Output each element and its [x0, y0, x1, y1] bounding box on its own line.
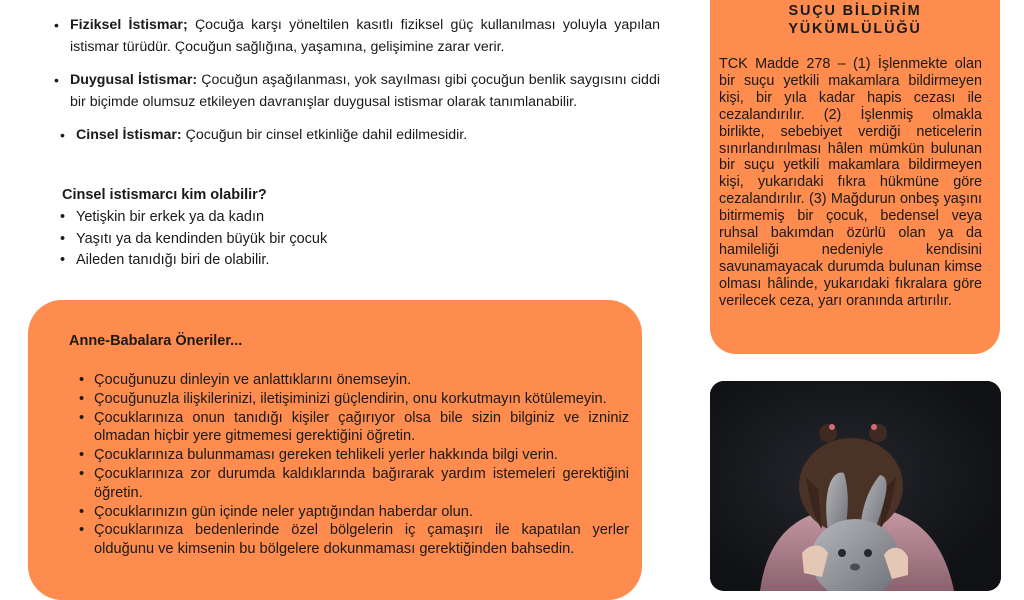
abuse-type-physical: [52, 14, 660, 58]
parent-advice-panel: [28, 300, 642, 600]
list-item: • Çocuklarınıza onun tanıdığı kişiler çağırıyor olsa bile sizin bilginiz ve izniniz olmadan hiçbir yere gitmemesi gerektiğini öğretin.: [94, 409, 629, 447]
list-item: • Yaşıtı ya da kendinden büyük bir çocuk: [58, 229, 327, 251]
child-illustration: [710, 381, 1001, 591]
list-item: • Çocuklarınıza bedenlerinde özel bölgelerin iç çamaşırı ile kapatılan yerler olduğunu ve kimsenin bu bölgelere dokunmaması gerektiğinden bahsedin.: [94, 521, 629, 559]
report-heading: [710, 2, 1000, 38]
report-law-text: TCK Madde 278 – (1) İşlenmekte olan bir suçu yetkili makamlara bildirmeyen kişi, bir yıla kadar hapis cezası ile cezalandırılır. (2) İşlenmiş olmakla birlikte, sebebiyet verdiği neticelerin sınırlandırılması hâlen mümkün bulunan bir suçu yetkili makamlara bildirmeyen kişi, yukarıdaki fıkra hükmüne göre cezalandırılır. (3) Mağdurun onbeş yaşını bitirmemiş bir çocuk, bedensel veya ruhsal bakımdan özürlü olan ya da hamileliği nedeniyle kendisini savunamayacak durumda bulunan kimse olması hâlinde, yukarıdaki fıkralara göre verilecek ceza, yarı oranında artırılır.: [719, 56, 982, 309]
abuse-term: Fiziksel İstismar;: [70, 17, 188, 33]
list-item: • Aileden tanıdığı biri de olabilir.: [58, 250, 327, 272]
abuse-desc: Çocuğun aşağılanması, yok sayılması gibi çocuğun benlik saygısını ciddi bir biçimde olumsuz etkileyen davranışlar duygusal istismar olarak tanımlanabilir.: [70, 72, 660, 110]
abuse-types-list: [52, 14, 660, 146]
list-item: • Yetişkin bir erkek ya da kadın: [58, 207, 327, 229]
list-item: • Çocuğunuzu dinleyin ve anlattıklarını önemseyin.: [94, 371, 629, 390]
abuser-heading: Cinsel istismarcı kim olabilir?: [62, 187, 267, 203]
list-item: • Çocuklarınızın gün içinde neler yaptığından haberdar olun.: [94, 503, 629, 522]
abuse-desc: Çocuğun bir cinsel etkinliğe dahil edilmesidir.: [181, 127, 468, 143]
child-with-toy-photo: [710, 381, 1001, 591]
advice-heading: Anne-Babalara Öneriler...: [69, 333, 243, 349]
abuse-term: Duygusal İstismar:: [70, 72, 198, 88]
report-obligation-panel: [710, 0, 1000, 354]
report-heading-line2: YÜKÜMLÜLÜĞÜ: [788, 21, 922, 37]
list-item: • Çocuklarınıza zor durumda kaldıklarında bağırarak yardım istemeleri gerektiğini öğretin.: [94, 465, 629, 503]
advice-list: [94, 371, 629, 559]
abuse-type-emotional: [52, 69, 660, 113]
list-item: • Çocuğunuzla ilişkilerinizi, iletişiminizi güçlendirin, onu korkutmayın kötülemeyin.: [94, 390, 629, 409]
abuse-type-sexual: [58, 124, 660, 146]
abuse-desc: Çocuğa karşı yöneltilen kasıtlı fiziksel güç kullanılması yoluyla yapılan istismar türüdür. Çocuğun sağlığına, yaşamına, gelişimine zarar verir.: [70, 17, 660, 55]
report-heading-line1: SUÇU BİLDİRİM: [788, 3, 922, 19]
abuser-list: [58, 207, 327, 272]
abuse-term: Cinsel İstismar:: [76, 127, 182, 143]
list-item: • Çocuklarınıza bulunmaması gereken tehlikeli yerler hakkında bilgi verin.: [94, 446, 629, 465]
